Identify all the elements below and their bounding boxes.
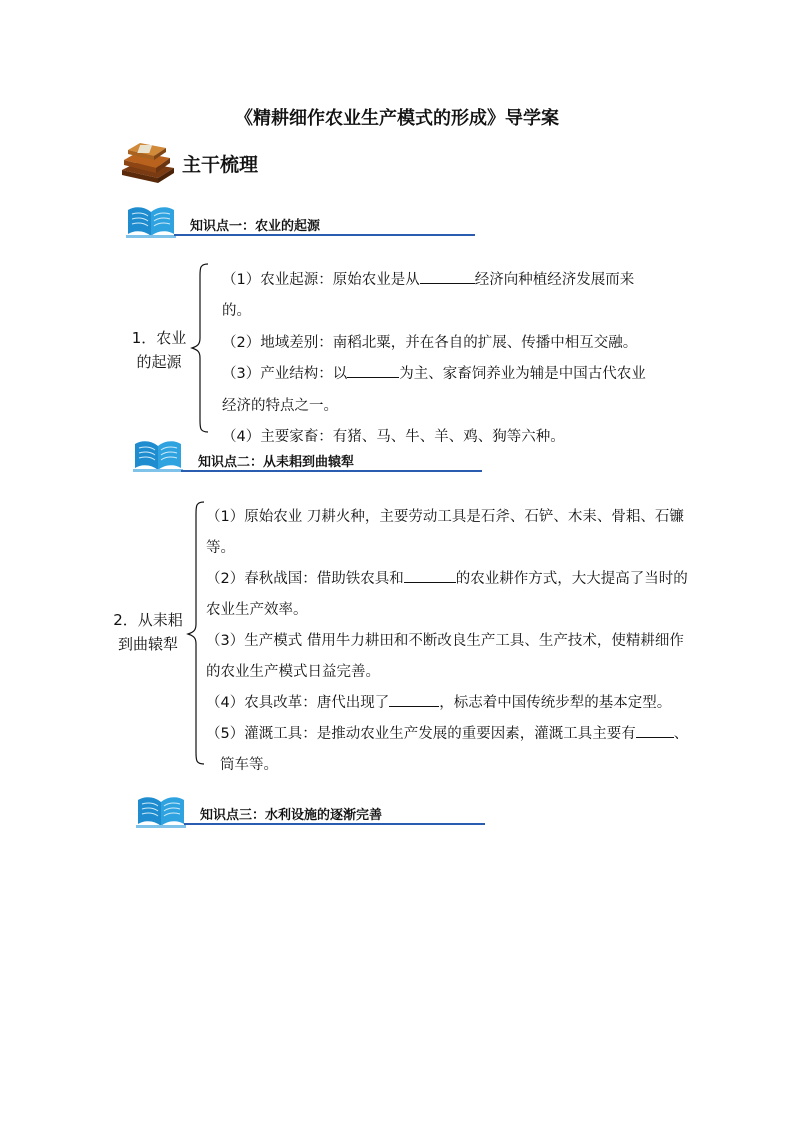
category-label: 2．从耒耜 到曲辕犁 <box>113 611 183 653</box>
section-1-label: 知识点一：农业的起源 <box>190 219 321 234</box>
list-item: 的农业生产模式日益完善。 <box>206 664 380 680</box>
list-item: 农业生产效率。 <box>206 602 308 618</box>
fill-blank[interactable] <box>404 570 456 583</box>
section-2-underline <box>181 470 482 472</box>
books-icon <box>118 140 178 184</box>
fill-blank[interactable] <box>347 365 399 378</box>
list-item: （3）产业结构：以 为主、家畜饲养业为辅是中国古代农业 <box>222 366 646 382</box>
category-label: 1．农业 的起源 <box>131 329 187 371</box>
list-item: （3）生产模式 借用牛力耕田和不断改良生产工具、生产技术，使精耕细作 <box>206 633 684 649</box>
list-item: 等。 <box>206 540 235 556</box>
list-item: 的。 <box>222 303 251 319</box>
fill-blank[interactable] <box>389 694 439 707</box>
open-book-icon <box>136 794 186 828</box>
open-book-icon <box>133 438 183 472</box>
list-item: （2）春秋战国：借助铁农具和 的农业耕作方式，大大提高了当时的 <box>206 571 688 587</box>
fill-blank[interactable] <box>420 271 475 284</box>
list-item: （1）农业起源：原始农业是从 经济向种植经济发展而来 <box>222 272 635 288</box>
fill-blank[interactable] <box>636 725 674 738</box>
main-heading: 主干梳理 <box>182 154 259 176</box>
list-item: （2）地域差别：南稻北粟，并在各自的扩展、传播中相互交融。 <box>222 335 638 351</box>
list-item: （1）原始农业 刀耕火种，主要劳动工具是石斧、石铲、木耒、骨耜、石镰 <box>206 509 684 525</box>
section-1-underline <box>174 234 475 236</box>
list-item: 筒车等。 <box>220 757 278 773</box>
list-item: 经济的特点之一。 <box>222 398 338 414</box>
section-2-label: 知识点二：从耒耜到曲辕犁 <box>198 455 355 470</box>
list-item: （4）主要家畜：有猪、马、牛、羊、鸡、狗等六种。 <box>222 429 565 445</box>
section-3-label: 知识点三：水利设施的逐渐完善 <box>200 808 383 823</box>
page-title: 《精耕细作农业生产模式的形成》导学案 <box>235 108 559 129</box>
list-item: （4）农具改革：唐代出现了 ，标志着中国传统步犁的基本定型。 <box>206 695 672 711</box>
section-3-underline <box>184 823 485 825</box>
list-item: （5）灌溉工具：是推动农业生产发展的重要因素，灌溉工具主要有 、 <box>206 726 689 742</box>
brace <box>188 262 210 434</box>
open-book-icon <box>126 204 176 238</box>
